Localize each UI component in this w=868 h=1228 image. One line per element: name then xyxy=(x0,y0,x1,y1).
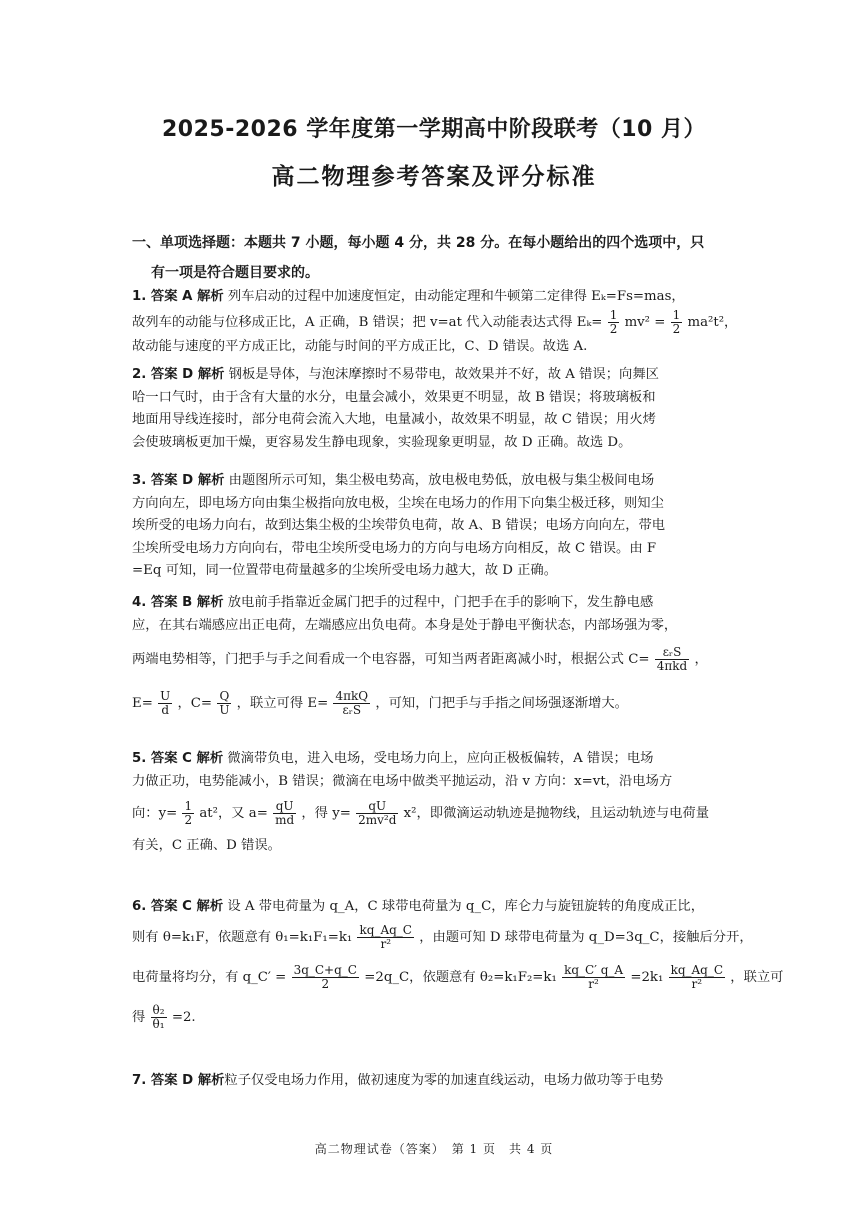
answer-6-line1: 设 A 带电荷量为 q_A，C 球带电荷量为 q_C，库仑力与旋钮旋转的角度成正比， xyxy=(227,899,704,914)
answer-3-label: 3. 答案 D 解析 xyxy=(132,473,225,488)
fraction: $\frac{\text{θ₂}}{\text{θ₁}}$ xyxy=(152,1002,165,1031)
answer-5-line2: 力做正功，电势能减小，B 错误；微滴在电场中做类平抛运动，沿 v 方向：x=vt，沿电场方 xyxy=(132,773,673,789)
fraction: $\frac{\text{εᵣS}}{\text{4πkd}}$ xyxy=(656,645,688,673)
answer-5-line3d: x²，即微滴运动轨迹是抛物线，且运动轨迹与电荷量 xyxy=(403,806,710,821)
exam-title: 2025-2026 学年度第一学期高中阶段联考（10 月） xyxy=(161,117,707,142)
answer-2-line2: 哈一口气时，由于含有大量的水分，电量会减小，效果更不明显，故 B 错误；将玻璃板和 xyxy=(132,389,656,405)
answer-6-line3d: ，联立可 xyxy=(730,969,784,985)
fraction: $\frac{kq\_C' q\_A}{\text{r²}}$ xyxy=(564,962,624,991)
answer-7-line1: 粒子仅受电场力作用，做初速度为零的加速直线运动，电场力做功等于电势 xyxy=(224,1073,664,1088)
answer-4-line2: 应，在其右端感应出正电荷，左端感应出负电荷。本身是处于静电平衡状态，内部场强为零， xyxy=(132,617,678,633)
answer-6-label: 6. 答案 C 解析 xyxy=(132,899,224,914)
section-heading-line1: 一、单项选择题：本题共 7 小题，每小题 4 分，共 28 分。在每小题给出的四个选项中，只 xyxy=(132,235,705,251)
answer-4-label: 4. 答案 B 解析 xyxy=(132,595,224,610)
answer-1-line3: 故动能与速度的平方成正比，动能与时间的平方成正比，C、D 错误。故选 A. xyxy=(132,338,588,354)
answer-5-line3a: 向：y= xyxy=(132,806,178,821)
answer-1-line1: 列车启动的过程中加速度恒定，由动能定理和牛顿第二定律得 Eₖ=Fs=mas， xyxy=(227,289,685,304)
answer-5 xyxy=(132,748,744,858)
exam-subtitle: 高二物理参考答案及评分标准 xyxy=(271,164,597,190)
answer-1-label: 1. 答案 A 解析 xyxy=(132,289,224,304)
answer-5-line3c: ，得 y= xyxy=(301,806,351,821)
fraction: $\frac{3q\_C+q\_C}{2}$ xyxy=(293,962,357,991)
fraction: $\frac{\text{4πkQ}}{\text{εᵣS}}$ xyxy=(335,689,369,717)
answer-4-line4b: ，C= xyxy=(177,696,213,711)
answer-1-line2c: ma²t²， xyxy=(687,314,738,330)
answer-5-line3b: at²，又 a= xyxy=(199,806,268,821)
answer-6-line3c: =2k₁ xyxy=(630,969,664,985)
answer-1-line2b: mv² = xyxy=(624,314,666,330)
answer-1 xyxy=(132,286,744,358)
answer-6-line3b: =2q_C，依题意有 θ₂=k₁F₂=k₁ xyxy=(364,969,557,985)
answer-2-line4: 会使玻璃板更加干燥，更容易发生静电现象，实验现象更明显，故 D 正确。故选 D。 xyxy=(132,434,632,450)
section-heading-line2: 有一项是符合题目要求的。 xyxy=(151,265,319,281)
answer-6-line4b: =2. xyxy=(171,1009,196,1025)
answer-4-line1: 放电前手指靠近金属门把手的过程中，门把手在手的影响下，发生静电感 xyxy=(227,595,654,610)
answer-2 xyxy=(132,364,744,454)
answer-6-line2a: 则有 θ=k₁F，依题意有 θ₁=k₁F₁=k₁ xyxy=(132,929,353,945)
answer-2-line1: 钢板是导体，与泡沫摩擦时不易带电，故效果并不好，故 A 错误；向舞区 xyxy=(228,367,659,382)
answer-7-label: 7. 答案 D 解析 xyxy=(132,1073,225,1088)
answer-5-line4: 有关，C 正确、D 错误。 xyxy=(132,838,281,853)
page-footer: 高二物理试卷（答案） 第 1 页 共 4 页 xyxy=(314,1142,554,1156)
answer-4-line4c: ，联立可得 E= xyxy=(236,696,329,711)
answer-5-label: 5. 答案 C 解析 xyxy=(132,751,224,766)
answer-2-label: 2. 答案 D 解析 xyxy=(132,367,225,382)
answer-3-line5: =Eq 可知，同一位置带电荷量越多的尘埃所受电场力越大，故 D 正确。 xyxy=(132,563,558,578)
fraction: $\frac{1}{2}$ xyxy=(672,307,681,336)
section-heading xyxy=(132,228,744,288)
fraction: $\frac{1}{2}$ xyxy=(184,799,193,827)
answer-3 xyxy=(132,470,744,583)
answer-3-line4: 尘埃所受电场力方向向右，带电尘埃所受电场力的方向与电场方向相反，故 C 错误。由 F xyxy=(132,540,657,556)
answer-5-line1: 微滴带负电，进入电场，受电场力向上，应向正极板偏转，A 错误；电场 xyxy=(227,751,654,766)
answer-3-line3: 埃所受的电场力向右，故到达集尘极的尘埃带负电荷，故 A、B 错误；电场方向向左，带电 xyxy=(132,518,666,533)
fraction: $\frac{U}{d}$ xyxy=(160,689,171,717)
answer-6-line4a: 得 xyxy=(132,1009,146,1025)
answer-6-line3a: 电荷量将均分，有 q_C′ = xyxy=(132,969,287,985)
fraction: $\frac{qU}{\text{2mv²d}}$ xyxy=(358,799,397,827)
answer-4-line3b: ， xyxy=(694,652,708,667)
answer-6-line2b: ，由题可知 D 球带电荷量为 q_D=3q_C，接触后分开， xyxy=(419,929,753,945)
answer-6 xyxy=(132,896,784,1035)
fraction: $\frac{qU}{md}$ xyxy=(275,799,295,827)
answer-1-line2a: 故列车的动能与位移成正比，A 正确，B 错误；把 v=at 代入动能表达式得 Eₖ= xyxy=(132,314,603,330)
fraction: $\frac{Q}{U}$ xyxy=(219,689,230,717)
answer-4-line4d: ，可知，门把手与手指之间场强逐渐增大。 xyxy=(375,696,628,711)
fraction: $\frac{1}{2}$ xyxy=(609,307,618,336)
answer-4-line3a: 两端电势相等，门把手与手之间看成一个电容器，可知当两者距离减小时，根据公式 C= xyxy=(132,652,650,667)
answer-7 xyxy=(132,1070,744,1093)
fraction: $\frac{kq\_Aq\_C}{\text{r²}}$ xyxy=(359,922,412,951)
answer-4 xyxy=(132,592,744,721)
answer-2-line3: 地面用导线连接时，部分电荷会流入大地，电量减小，故效果不明显，故 C 错误；用火烤 xyxy=(132,412,656,427)
answer-3-line2: 方向向左，即电场方向由集尘极指向放电极，尘埃在电场力的作用下向集尘极迁移，则知尘 xyxy=(132,495,664,511)
answer-4-line4a: E= xyxy=(132,696,153,711)
answer-3-line1: 由题图所示可知，集尘极电势高，放电极电势低，放电极与集尘极间电场 xyxy=(228,473,655,488)
fraction: $\frac{kq\_Aq\_C}{\text{r²}}$ xyxy=(670,962,724,991)
